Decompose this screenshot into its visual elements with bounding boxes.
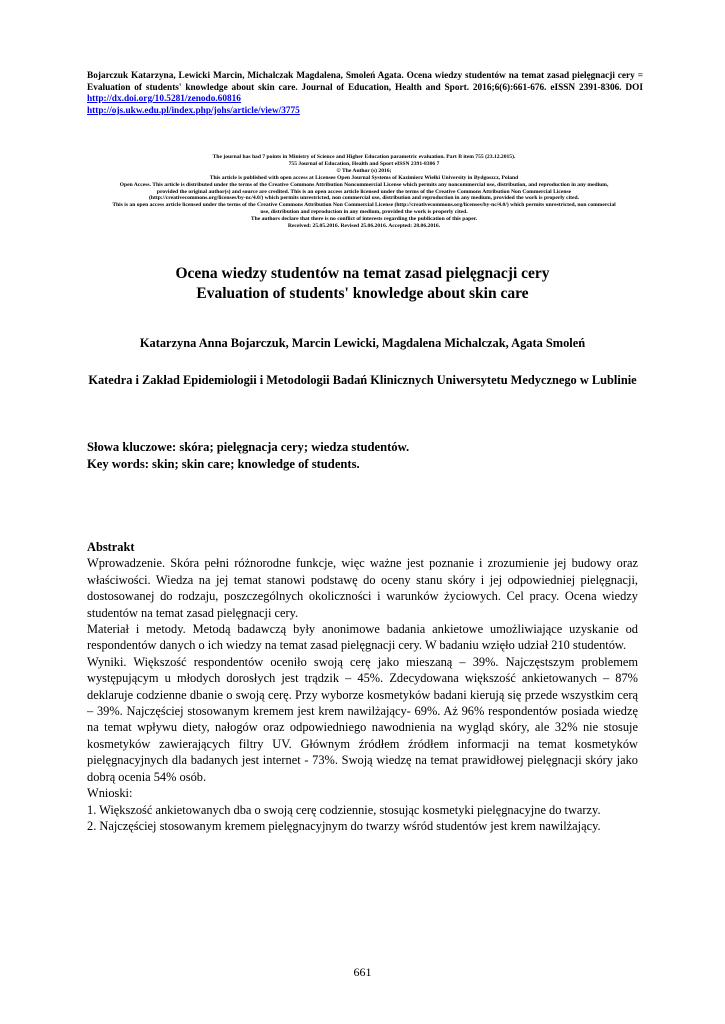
notice-line: Open Access. This article is distributed under the terms of the Creative Commons Attribution Noncommercial License which permits any noncommercial use, distribution, and reproduction in any medium,	[119, 181, 609, 188]
paper-title	[60, 264, 665, 304]
abstract-paragraph: 2. Najczęściej stosowanym kremem pielęgnacyjnym do twarzy wśród studentów jest krem nawilżający.	[87, 818, 601, 833]
article-link[interactable]: http://ojs.ukw.edu.pl/index.php/johs/article/view/3775	[87, 105, 300, 116]
notice-line: Received: 25.05.2016. Revised 25.06.2016. Accepted: 28.06.2016.	[287, 223, 441, 230]
abstract-paragraph: Wnioski:	[87, 786, 133, 801]
notice-line: The journal has had 7 points in Ministry of Science and Higher Education parametric evaluation. Part B item 755 (23.12.2015).	[212, 154, 516, 160]
page-number: 661	[353, 965, 372, 979]
notice-line: (http://creativecommons.org/licenses/by-nc/4.0/) which permits unrestricted, non commercial use, distribution and reproduction in any medium, provided the work is properly cited.	[149, 195, 579, 202]
keywords-english: Key words: skin; skin care; knowledge of students.	[87, 456, 360, 471]
abstract-heading: Abstrakt	[87, 540, 135, 554]
abstract-paragraph: 1. Większość ankietowanych dba o swoją cerę codziennie, stosując kosmetyki pielęgnacyjne do twarzy.	[87, 802, 601, 817]
citation-text: Bojarczuk Katarzyna, Lewicki Marcin, Michalczak Magdalena, Smoleń Agata. Ocena wiedzy studentów na temat zasad pielęgnacji cery = Evaluation of students' knowledge about skin care. Journal of Education, Health and Sport. 2016;6(6):661-676. eISSN 2391-8306. DOI	[87, 71, 643, 93]
notice-line: The authors declare that there is no conflict of interests regarding the publication of this paper.	[250, 216, 478, 223]
abstract-paragraph: Wyniki. Większość respondentów oceniło swoją cerę jako mieszaną – 39%. Najczęstszym problemem występującym u młodych dorosłych jest trądzik – 45%. Zdecydowana większość ankietowanych – 87% deklaruje codzienne dbanie o swoją cerę. Przy wyborze kosmetyków badani kierują się przede wszystkim cerą – 39%. Najczęściej stosowanym kremem jest krem nawilżający- 69%. Aż 96% respondentów posiada wiedzę na temat wpływu diety, nałogów oraz odpowiedniego nawodnienia na wygląd skóry, ale 32% nie stosuje kosmetyków zawierających filtry UV. Głównym źródłem źródłem informacji na temat kosmetyków pielęgnacyjnych dla badanych jest internet - 73%. Swoją wiedzę na temat prawidłowej pielęgnacji skóry jako dobrą ocenia 54% osób.	[87, 654, 638, 784]
abstract-paragraph: Wprowadzenie. Skóra pełni różnorodne funkcje, więc ważne jest poznanie i zrozumienie jej budowy oraz właściwości. Wiedza na jej temat stanowi podstawę do oceny stanu skóry i jej odpowiedniej pielęgnacji, dostosowanej do rodzaju, poszczególnych okoliczności i warunków życiowych. Cel pracy. Ocena wiedzy studentów na temat zasad pielęgnacji cery.	[87, 556, 638, 620]
abstract-paragraph: Materiał i metody. Metodą badawczą były anonimowe badania ankietowe umożliwiające uzyskanie od respondentów danych o ich wiedzy na temat zasad pielęgnacji cery. W badaniu wzięło udział 210 studentów.	[87, 622, 638, 653]
journal-notice	[80, 154, 648, 230]
notice-line: use, distribution and reproduction in any medium, provided the work is properly cited.	[260, 209, 468, 216]
notice-line: 755 Journal of Education, Health and Sport eISSN 2391-8306 7	[288, 160, 440, 167]
keywords-block	[87, 439, 647, 472]
notice-line: This is an open access article licensed under the terms of the Creative Commons Attribution Non Commercial License (http://creativecommons.org/licenses/by-nc/4.0/) which permits unrestricted, non commercial	[112, 202, 616, 209]
title-english: Evaluation of students' knowledge about skin care	[196, 285, 529, 302]
abstract-section	[87, 539, 638, 834]
notice-line: provided the original author(s) and source are credited. This is an open access article licensed under the terms of the Creative Commons Attribution Non Commercial License	[156, 188, 572, 195]
notice-line: © The Author (s) 2016;	[336, 167, 392, 174]
notice-line: This article is published with open access at Licensee Open Journal Systems of Kazimierz Wielki University in Bydgoszcz, Poland	[209, 174, 519, 181]
affiliation: Katedra i Zakład Epidemiologii i Metodologii Badań Klinicznych Uniwersytetu Medycznego w Lublinie	[88, 373, 637, 387]
title-polish: Ocena wiedzy studentów na temat zasad pielęgnacji cery	[175, 265, 550, 282]
keywords-polish: Słowa kluczowe: skóra; pielęgnacja cery; wiedza studentów.	[87, 440, 410, 454]
authors: Katarzyna Anna Bojarczuk, Marcin Lewicki, Magdalena Michalczak, Agata Smoleń	[139, 336, 586, 350]
doi-link[interactable]: http://dx.doi.org/10.5281/zenodo.60816	[87, 94, 241, 105]
citation-block	[87, 71, 643, 117]
